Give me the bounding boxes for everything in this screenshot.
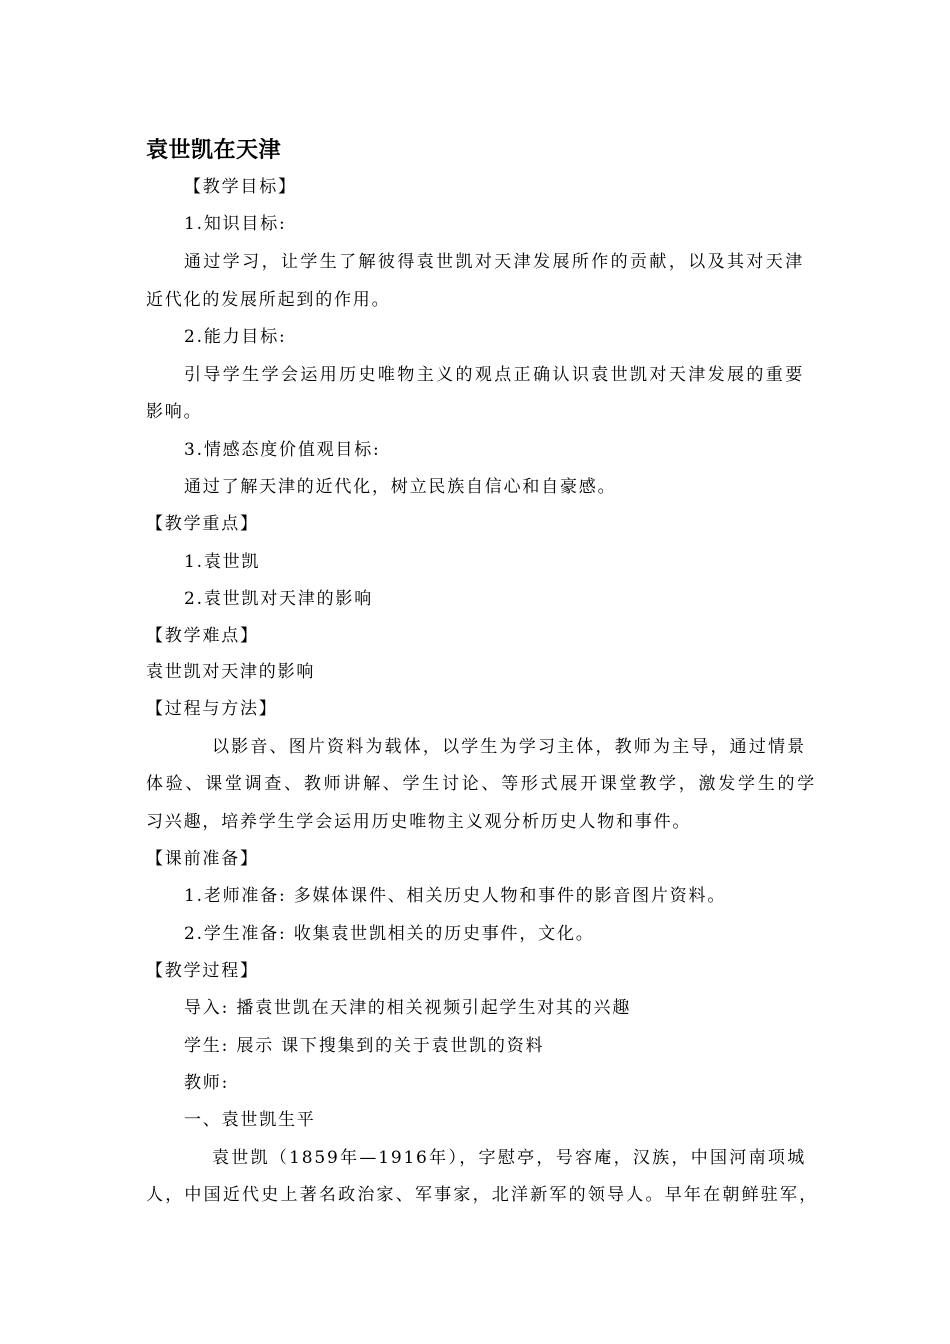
paragraph-line: 体验、课堂调查、教师讲解、学生讨论、等形式展开课堂教学，激发学生的学 <box>146 774 816 794</box>
section-heading-process-method: 【过程与方法】 <box>146 699 278 719</box>
list-item: 2.学生准备: 收集袁世凯相关的历史事件，文化。 <box>184 924 595 944</box>
section-heading-preparation: 【课前准备】 <box>146 849 259 869</box>
section-heading-difficulties: 【教学难点】 <box>146 626 259 646</box>
paragraph-line: 习兴趣，培养学生学会运用历史唯物主义观分析历史人物和事件。 <box>146 812 692 832</box>
subheading-emotion-goal: 3.情感态度价值观目标: <box>184 440 381 460</box>
paragraph-line: 引导学生学会运用历史唯物主义的观点正确认识袁世凯对天津发展的重要 <box>184 365 804 385</box>
paragraph-line: 影响。 <box>146 402 203 422</box>
subheading-ability-goal: 2.能力目标: <box>184 327 287 347</box>
paragraph-line: 袁世凯对天津的影响 <box>146 662 316 682</box>
list-item: 2.袁世凯对天津的影响 <box>184 589 374 609</box>
section-heading-teaching-process: 【教学过程】 <box>146 961 259 981</box>
subheading-knowledge-goal: 1.知识目标: <box>184 214 287 234</box>
subsection-heading: 一、袁世凯生平 <box>184 1110 316 1130</box>
paragraph-line: 通过了解天津的近代化，树立民族自信心和自豪感。 <box>184 477 617 497</box>
document-title: 袁世凯在天津 <box>146 138 282 163</box>
list-item: 1.老师准备: 多媒体课件、相关历史人物和事件的影音图片资料。 <box>184 886 727 906</box>
paragraph-line: 以影音、图片资料为载体，以学生为学习主体，教师为主导，通过情景 <box>212 737 806 757</box>
list-item: 1.袁世凯 <box>184 552 261 572</box>
paragraph-line: 近代化的发展所起到的作用。 <box>146 290 391 310</box>
paragraph-line: 通过学习，让学生了解彼得袁世凯对天津发展所作的贡献，以及其对天津 <box>184 252 804 272</box>
paragraph-line: 教师: <box>184 1073 230 1093</box>
paragraph-line: 学生: 展示 课下搜集到的关于袁世凯的资料 <box>184 1036 545 1056</box>
section-heading-key-points: 【教学重点】 <box>146 514 259 534</box>
paragraph-line: 袁世凯（1859年—1916年），字慰亭，号容庵，汉族，中国河南项城 <box>212 1148 806 1168</box>
paragraph-line: 导入: 播袁世凯在天津的相关视频引起学生对其的兴趣 <box>184 998 632 1018</box>
paragraph-line: 人，中国近代史上著名政治家、军事家，北洋新军的领导人。早年在朝鲜驻军， <box>146 1185 818 1205</box>
section-heading-teaching-goals: 【教学目标】 <box>184 177 297 197</box>
